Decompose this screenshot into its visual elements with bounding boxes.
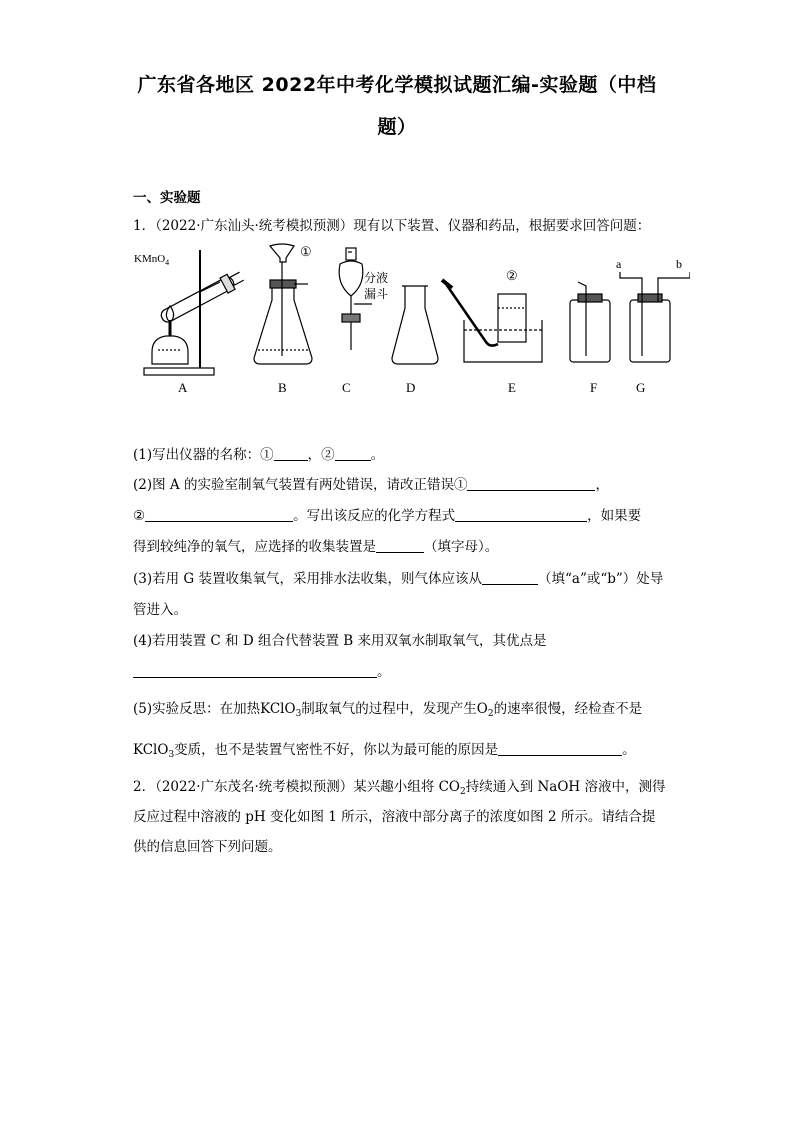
q1-part-5-line-2: KClO$_3$变质，也不是装置气密性不好，你以为最可能的原因是 。 xyxy=(133,742,636,760)
figure-label-a: A xyxy=(178,380,188,395)
answer-blank-5-1[interactable] xyxy=(498,741,622,756)
q1-part-5: (5)实验反思：在加热KClO$_3$制取氧气的过程中，发现产生$O_2$的速率很慢，经检查不是 xyxy=(133,701,643,719)
funnel-label-2: 漏斗 xyxy=(364,287,389,301)
answer-blank-1-2[interactable] xyxy=(335,446,371,461)
figure-label-c: C xyxy=(342,380,351,395)
question-1-intro: 1．（2022·广东汕头·统考模拟预测）现有以下装置、仪器和药品，根据要求回答问题： xyxy=(133,218,651,234)
figure-label-d: D xyxy=(406,380,416,395)
apparatus-figure xyxy=(130,240,690,400)
apparatus-b xyxy=(254,244,312,364)
q1-part-3: (3)若用 G 装置收集氧气，采用排水法收集，则气体应该从 （填“a”或“b”）处导 xyxy=(133,571,664,587)
funnel-label-1: 分液 xyxy=(364,271,389,285)
q1-part-4-line-2: 。 xyxy=(133,660,391,680)
page-title-continued: 题） xyxy=(377,116,417,138)
figure-label-b: B xyxy=(278,380,287,395)
apparatus-g xyxy=(616,257,690,362)
answer-blank-2-2[interactable] xyxy=(145,507,293,522)
port-a-label: a xyxy=(616,257,622,271)
figure-label-g: G xyxy=(636,380,646,395)
figure-label-e: E xyxy=(508,380,516,395)
marker-1: ① xyxy=(300,244,312,259)
apparatus-a xyxy=(134,250,246,375)
question-2-line-2: 反应过程中溶液的 pH 变化如图 1 所示，溶液中部分离子的浓度如图 2 所示。请结合提 xyxy=(133,809,656,825)
answer-blank-2-4[interactable] xyxy=(376,538,424,553)
page-title: 广东省各地区 2022年中考化学模拟试题汇编-实验题（中档 xyxy=(137,74,657,96)
port-b-label: b xyxy=(676,257,682,271)
q1-part-1: (1)写出仪器的名称：① ，② 。 xyxy=(133,447,385,463)
marker-2: ② xyxy=(506,268,518,283)
question-2-intro: 2．（2022·广东茂名·统考模拟预测）某兴趣小组将 $CO_2$持续通入到 NaOH 溶液中，测得 xyxy=(133,779,666,797)
answer-blank-2-1[interactable] xyxy=(467,476,595,491)
q1-part-2-line-2: ② 。写出该反应的化学方程式 ，如果要 xyxy=(133,508,642,524)
q1-part-4: (4)若用装置 C 和 D 组合代替装置 B 来用双氧水制取氧气，其优点是 xyxy=(133,633,547,649)
q1-part-2: (2)图 A 的实验室制氧气装置有两处错误，请改正错误① ， xyxy=(133,477,609,493)
q1-part-3-line-2: 管进入。 xyxy=(133,602,187,618)
apparatus-c xyxy=(339,248,388,350)
q1-part-2-line-3: 得到较纯净的氧气，应选择的收集装置是 （填字母）。 xyxy=(133,539,499,555)
apparatus-e xyxy=(442,268,542,362)
question-2-line-3: 供的信息回答下列问题。 xyxy=(133,839,282,855)
figure-label-f: F xyxy=(590,380,598,395)
kmno4-label: KMnO$_4$ xyxy=(134,253,170,267)
section-heading: 一、实验题 xyxy=(133,190,201,206)
apparatus-d xyxy=(392,286,438,364)
answer-blank-4-1[interactable] xyxy=(133,663,377,678)
answer-blank-3-1[interactable] xyxy=(482,570,538,585)
answer-blank-2-3[interactable] xyxy=(455,507,587,522)
apparatus-f xyxy=(570,282,610,362)
answer-blank-1-1[interactable] xyxy=(274,446,308,461)
